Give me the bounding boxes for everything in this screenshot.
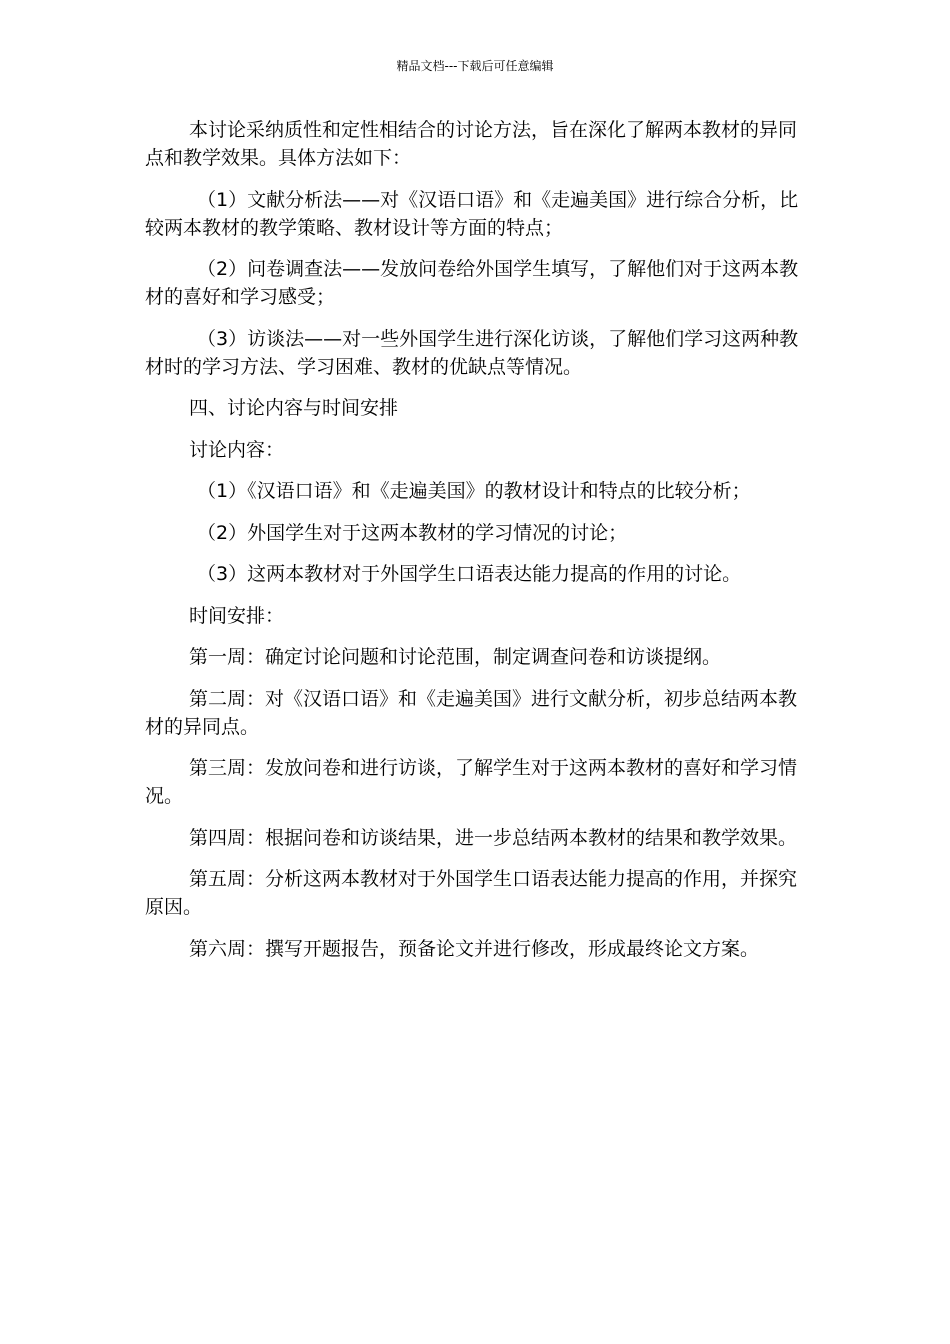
paragraph-content-2: （2）外国学生对于这两本教材的学习情况的讨论；	[197, 521, 628, 544]
subheading-content: 讨论内容：	[189, 438, 285, 461]
page-header: 精品文档---下载后可任意编辑	[396, 59, 554, 73]
paragraph-week-2: 第二周：对《汉语口语》和《走遍美国》进行文献分析，初步总结两本教材的异同点。	[145, 687, 798, 738]
paragraph-week-1: 第一周：确定讨论问题和讨论范围，制定调查问卷和访谈提纲。	[189, 646, 722, 668]
paragraph-week-3: 第三周：发放问卷和进行访谈，了解学生对于这两本教材的喜好和学习情况。	[145, 757, 798, 807]
paragraph-method-intro: 本讨论采纳质性和定性相结合的讨论方法，旨在深化了解两本教材的异同点和教学效果。具体方法如下：	[145, 119, 798, 169]
section-heading-content-schedule: 四、讨论内容与时间安排	[189, 397, 399, 419]
paragraph-method-interview: （3）访谈法——对一些外国学生进行深化访谈，了解他们学习这两种教材时的学习方法、学习困难、教材的优缺点等情况。	[145, 327, 799, 378]
paragraph-content-3: （3）这两本教材对于外国学生口语表达能力提高的作用的讨论。	[197, 563, 742, 585]
subheading-schedule: 时间安排：	[189, 604, 285, 627]
paragraph-content-1: （1）《汉语口语》和《走遍美国》的教材设计和特点的比较分析；	[197, 480, 751, 502]
paragraph-method-questionnaire: （2）问卷调查法——发放问卷给外国学生填写，了解他们对于这两本教材的喜好和学习感受；	[145, 258, 799, 308]
paragraph-week-5: 第五周：分析这两本教材对于外国学生口语表达能力提高的作用，并探究原因。	[145, 868, 798, 918]
document-body	[145, 116, 807, 976]
paragraph-method-literature: （1）文献分析法——对《汉语口语》和《走遍美国》进行综合分析，比较两本教材的教学策略、教材设计等方面的特点；	[145, 188, 799, 239]
paragraph-week-6: 第六周：撰写开题报告，预备论文并进行修改，形成最终论文方案。	[189, 937, 760, 960]
paragraph-week-4: 第四周：根据问卷和访谈结果，进一步总结两本教材的结果和教学效果。	[189, 826, 798, 849]
